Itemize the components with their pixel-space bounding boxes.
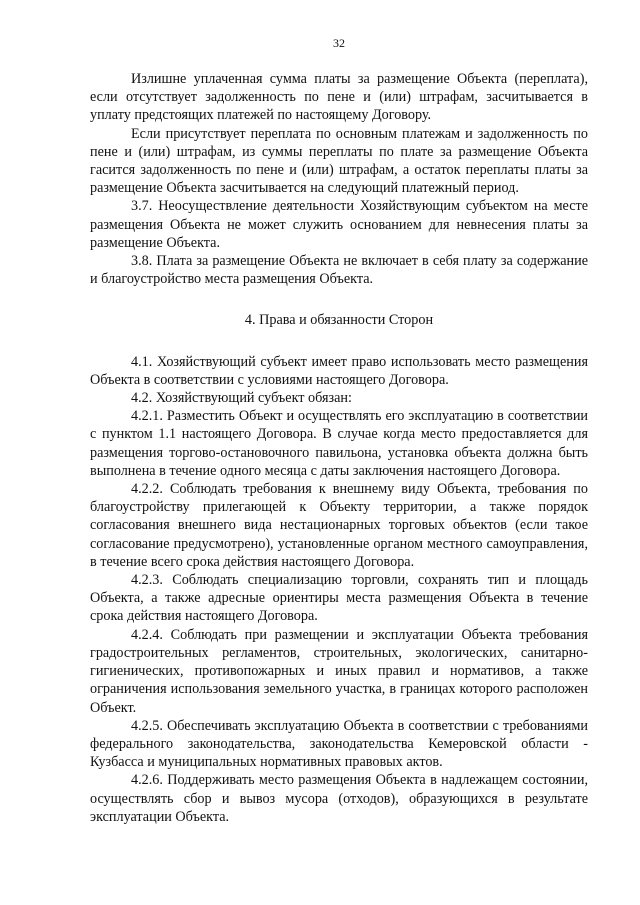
paragraph-4-2-6: 4.2.6. Поддерживать место размещения Объекта в надлежащем состоянии, осуществлять сбор и вывоз мусора (отходов), образующихся в результате эксплуатации Объекта. xyxy=(90,772,588,825)
paragraph-4-2: 4.2. Хозяйствующий субъект обязан: xyxy=(131,390,352,407)
paragraph-4-1: 4.1. Хозяйствующий субъект имеет право использовать место размещения Объекта в соответствии с условиями настоящего Договора. xyxy=(90,353,588,388)
paragraph-overpayment-with-debt: Если присутствует переплата по основным платежам и задолженность по пене и (или) штрафам, из суммы переплаты по плате за размещение Объекта гасится задолженность по пене и (или) штрафам, а остаток переплаты платы за размещение Объекта засчитывается на следующий платежный период. xyxy=(90,125,588,197)
section-heading: 4. Права и обязанности Сторон xyxy=(244,312,434,329)
paragraph-3-8: 3.8. Плата за размещение Объекта не включает в себя плату за содержание и благоустройство места размещения Объекта. xyxy=(90,253,588,288)
paragraph-4-2-2: 4.2.2. Соблюдать требования к внешнему виду Объекта, требования по благоустройству прилегающей к Объекту территории, а также порядок согласования внешнего вида нестационарных торговых объектов (если такое согласование предусмотрено), установленные органом местного самоуправления, в течение всего срока действия настоящего Договора. xyxy=(90,481,588,570)
paragraph-4-2-3: 4.2.3. Соблюдать специализацию торговли, сохранять тип и площадь Объекта, а также адресные ориентиры места размещения Объекта в течение срока действия настоящего Договора. xyxy=(90,572,588,625)
paragraph-4-2-1: 4.2.1. Разместить Объект и осуществлять его эксплуатацию в соответствии с пунктом 1.1 настоящего Договора. В случае когда место предоставляется для размещения торгово-остановочного павильона, установка объекта должна быть выполнена в течение одного месяца с даты заключения настоящего Договора. xyxy=(90,408,588,479)
paragraph-overpayment: Излишне уплаченная сумма платы за размещение Объекта (переплата), если отсутствует задолженность по пене и (или) штрафам, засчитывается в уплату предстоящих платежей по настоящему Договору. xyxy=(90,71,588,124)
paragraph-3-7: 3.7. Неосуществление деятельности Хозяйствующим субъектом на месте размещения Объекта не может служить основанием для невнесения платы за размещение Объекта. xyxy=(90,198,588,251)
page-number: 32 xyxy=(333,36,345,50)
paragraph-4-2-4: 4.2.4. Соблюдать при размещении и эксплуатации Объекта требования градостроительных регламентов, строительных, экологических, санитарно-гигиенических, противопожарных и иных правил и нормативов, а также ограничения использования земельного участка, в границах которого расположен Объект. xyxy=(90,626,588,716)
paragraph-4-2-5: 4.2.5. Обеспечивать эксплуатацию Объекта в соответствии с требованиями федерального законодательства, законодательства Кемеровской области - Кузбасса и муниципальных нормативных правовых актов. xyxy=(90,717,588,771)
